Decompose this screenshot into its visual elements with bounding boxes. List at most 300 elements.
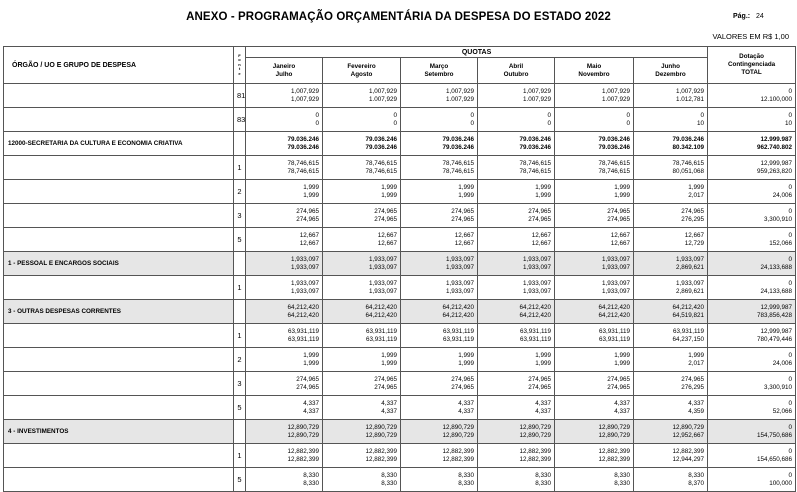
value-line: 1,933,097: [601, 255, 630, 263]
value-line: 1,999: [535, 191, 551, 199]
value-line: 8,330: [303, 471, 319, 479]
row-label: [4, 84, 234, 108]
month-name: Janeiro: [272, 62, 296, 70]
value-cell: [401, 132, 478, 156]
value-line: 78,746,615: [598, 159, 630, 167]
value-line: 1.007,929: [368, 95, 397, 103]
value-cell: [555, 84, 634, 108]
fonte-code: 1: [234, 156, 246, 180]
value-cell: [401, 372, 478, 396]
value-line: 0: [788, 255, 793, 263]
summary-row: [4, 300, 796, 324]
value-cell: [323, 180, 401, 204]
value-cell: [555, 348, 634, 372]
value-line: 12,667: [299, 231, 319, 239]
value-line: 4,337: [381, 407, 397, 415]
fonte-letter: e: [238, 70, 241, 76]
value-cell: [555, 276, 634, 300]
value-line: 783,856,428: [757, 311, 793, 319]
value-line: 1,933,097: [290, 263, 319, 271]
value-line: 1,007,929: [676, 87, 705, 95]
fonte-row: [4, 396, 796, 420]
row-label: [4, 372, 234, 396]
value-line: 8,330: [381, 479, 397, 487]
value-line: 8,330: [614, 479, 630, 487]
value-line: 0: [315, 119, 319, 127]
value-line: 0: [470, 119, 474, 127]
page-indicator: [733, 13, 764, 20]
value-line: 8,330: [688, 471, 705, 479]
value-cell: [478, 252, 555, 276]
value-cell: [246, 84, 323, 108]
fonte-row: [4, 156, 796, 180]
value-line: 8,330: [458, 479, 474, 487]
value-line: 274,965: [607, 207, 630, 215]
value-line: 274,965: [296, 375, 319, 383]
month-header: [401, 58, 478, 84]
value-cell: [478, 132, 555, 156]
value-line: 274,965: [374, 207, 397, 215]
fonte-code: 2: [234, 348, 246, 372]
value-cell: [555, 228, 634, 252]
value-line: 4,337: [614, 407, 630, 415]
month-name: Maio: [586, 62, 602, 70]
fonte-code: [234, 252, 246, 276]
value-line: 274,965: [296, 207, 319, 215]
value-cell: [634, 372, 708, 396]
value-line: 12,667: [531, 231, 551, 239]
value-cell: [246, 444, 323, 468]
value-line: 1,933,097: [290, 279, 319, 287]
value-line: 1,933,097: [368, 279, 397, 287]
value-line: 78,746,615: [287, 159, 319, 167]
value-line: 1,999: [458, 183, 474, 191]
value-cell: [401, 156, 478, 180]
value-line: 1,933,097: [601, 287, 630, 295]
value-line: 12,667: [377, 239, 397, 247]
value-line: 4,337: [535, 399, 551, 407]
value-line: 1,933,097: [601, 263, 630, 271]
value-line: 274,965: [681, 207, 705, 215]
value-line: 24,006: [772, 191, 793, 199]
value-line: 1,007,929: [368, 87, 397, 95]
row-label: [4, 468, 234, 492]
value-line: 0: [788, 375, 793, 383]
value-cell: [708, 420, 796, 444]
value-cell: [708, 252, 796, 276]
value-line: 274,965: [607, 375, 630, 383]
value-line: 274,965: [451, 207, 474, 215]
value-line: 1,933,097: [522, 287, 551, 295]
value-cell: [555, 132, 634, 156]
value-line: 1,999: [381, 359, 397, 367]
value-line: 10: [785, 119, 793, 127]
value-line: 63,931,119: [365, 327, 397, 335]
month-name: Agosto: [350, 70, 373, 78]
value-cell: [246, 252, 323, 276]
fonte-code: [234, 132, 246, 156]
page-number: 24: [755, 13, 764, 20]
value-line: 274,965: [296, 215, 319, 223]
value-line: 274,965: [528, 375, 551, 383]
month-name: Outubro: [503, 70, 529, 78]
value-line: 12,667: [454, 231, 474, 239]
value-line: 274,965: [451, 383, 474, 391]
value-cell: [708, 468, 796, 492]
total-header-line: Contingenciada: [727, 61, 776, 68]
value-line: 79.036.246: [672, 135, 705, 143]
fonte-letter: o: [238, 57, 241, 63]
value-line: 12,890,729: [598, 431, 630, 439]
value-cell: [323, 324, 401, 348]
value-cell: [478, 180, 555, 204]
value-cell: [478, 468, 555, 492]
value-line: 63,931,119: [519, 335, 551, 343]
value-line: 78,746,615: [519, 159, 551, 167]
value-line: 64,237,150: [672, 335, 705, 343]
value-line: 100,000: [769, 479, 793, 487]
row-label: [4, 228, 234, 252]
value-line: 12,667: [299, 239, 319, 247]
value-line: 0: [626, 111, 630, 119]
value-line: 1,999: [535, 183, 551, 191]
value-cell: [246, 300, 323, 324]
value-line: 0: [788, 183, 793, 191]
value-line: 1,933,097: [290, 255, 319, 263]
fonte-letter: F: [238, 52, 241, 58]
value-cell: [323, 252, 401, 276]
value-cell: [634, 324, 708, 348]
value-cell: [478, 84, 555, 108]
value-line: 64,212,420: [442, 311, 474, 319]
value-line: 63,931,119: [365, 335, 397, 343]
value-line: 274,965: [451, 215, 474, 223]
summary-row: [4, 132, 796, 156]
value-line: 79.036.246: [365, 143, 397, 151]
fonte-code: 5: [234, 228, 246, 252]
value-line: 1,007,929: [290, 87, 319, 95]
row-label: [4, 108, 234, 132]
value-line: 12,882,399: [442, 447, 474, 455]
fonte-code: 1: [234, 444, 246, 468]
value-line: 79.036.246: [365, 135, 397, 143]
value-cell: [634, 228, 708, 252]
value-line: 3,300,910: [764, 383, 793, 391]
value-line: 1,999: [614, 359, 630, 367]
value-cell: [246, 228, 323, 252]
value-line: 8,330: [535, 471, 551, 479]
value-cell: [246, 180, 323, 204]
fonte-row: [4, 84, 796, 108]
value-line: 8,330: [458, 471, 474, 479]
value-line: 1.007,929: [522, 95, 551, 103]
value-cell: [708, 276, 796, 300]
value-cell: [401, 420, 478, 444]
value-line: 79.036.246: [598, 135, 630, 143]
value-line: 4,337: [535, 407, 551, 415]
value-cell: [401, 84, 478, 108]
value-cell: [555, 420, 634, 444]
value-cell: [634, 108, 708, 132]
fonte-row: [4, 204, 796, 228]
value-line: 78,746,615: [365, 167, 397, 175]
value-cell: [708, 396, 796, 420]
value-cell: [323, 420, 401, 444]
value-line: 79.036.246: [287, 135, 319, 143]
value-cell: [478, 324, 555, 348]
value-line: 12,890,729: [672, 423, 705, 431]
fonte-row: [4, 180, 796, 204]
value-line: 12,667: [684, 231, 705, 239]
row-label: [4, 444, 234, 468]
value-cell: [708, 372, 796, 396]
fonte-code: 83: [234, 108, 246, 132]
value-line: 1,999: [614, 191, 630, 199]
value-line: 24,006: [772, 359, 793, 367]
value-line: 1,933,097: [522, 263, 551, 271]
value-cell: [401, 396, 478, 420]
value-line: 79.036.246: [442, 143, 474, 151]
value-line: 78,746,615: [287, 167, 319, 175]
value-line: 12,890,729: [598, 423, 630, 431]
value-cell: [708, 132, 796, 156]
value-line: 64,212,420: [519, 303, 551, 311]
row-label: 12000-SECRETARIA DA CULTURA E ECONOMIA CRIATIVA: [4, 132, 234, 156]
fonte-row: [4, 276, 796, 300]
value-cell: [246, 276, 323, 300]
value-cell: [555, 396, 634, 420]
month-header: [634, 58, 708, 84]
value-line: 1,007,929: [290, 95, 319, 103]
value-cell: [634, 420, 708, 444]
value-cell: [555, 324, 634, 348]
value-line: 64,212,420: [365, 311, 397, 319]
value-line: 4,337: [458, 407, 474, 415]
value-line: 3,300,910: [764, 215, 793, 223]
value-line: 962.740.802: [757, 143, 793, 151]
fonte-row: [4, 372, 796, 396]
value-line: 4,337: [614, 399, 630, 407]
value-cell: [634, 132, 708, 156]
month-name: Junho: [661, 62, 680, 70]
value-line: 0: [315, 111, 319, 119]
value-line: 12,729: [684, 239, 705, 247]
value-line: 12,882,399: [519, 455, 551, 463]
value-line: 12,667: [454, 239, 474, 247]
value-line: 1,933,097: [368, 287, 397, 295]
total-header-line: Dotação: [739, 53, 764, 60]
value-cell: [401, 108, 478, 132]
value-line: 12,890,729: [287, 431, 319, 439]
value-cell: [708, 108, 796, 132]
value-line: 0: [788, 423, 793, 431]
value-cell: [478, 156, 555, 180]
value-line: 274,965: [451, 375, 474, 383]
value-line: 1,933,097: [368, 255, 397, 263]
month-name: Abril: [508, 62, 524, 70]
value-cell: [478, 396, 555, 420]
value-line: 0: [547, 111, 551, 119]
value-cell: [323, 204, 401, 228]
value-line: 63,931,119: [673, 327, 705, 335]
value-cell: [634, 156, 708, 180]
fonte-letter: n: [238, 61, 241, 67]
value-line: 64,212,420: [287, 311, 319, 319]
value-line: 12,890,729: [442, 431, 474, 439]
month-name: Novembro: [578, 70, 610, 78]
value-line: 4,337: [458, 399, 474, 407]
value-cell: [708, 204, 796, 228]
value-line: 12,667: [610, 231, 630, 239]
fonte-row: [4, 108, 796, 132]
value-line: 12,999,987: [760, 303, 793, 311]
value-cell: [323, 84, 401, 108]
value-cell: [555, 468, 634, 492]
value-cell: [634, 396, 708, 420]
value-line: 12,944,297: [672, 455, 705, 463]
value-line: 79.036.246: [519, 135, 551, 143]
value-cell: [323, 156, 401, 180]
value-line: 959,263,820: [757, 167, 793, 175]
value-line: 12.999.987: [760, 135, 793, 143]
value-line: 274,965: [374, 375, 397, 383]
fonte-row: [4, 468, 796, 492]
row-label: [4, 324, 234, 348]
value-cell: [708, 348, 796, 372]
value-line: 80,051,068: [672, 167, 705, 175]
value-cell: [401, 348, 478, 372]
value-line: 1,933,097: [290, 287, 319, 295]
fonte-code: 1: [234, 324, 246, 348]
value-line: 276,295: [681, 215, 705, 223]
value-cell: [478, 372, 555, 396]
value-line: 12.100,000: [760, 95, 793, 103]
value-line: 1,007,929: [522, 87, 551, 95]
org-column-header: ÓRGÃO / UO E GRUPO DE DESPESA: [4, 47, 234, 84]
value-line: 274,965: [528, 383, 551, 391]
value-line: 1,999: [688, 183, 705, 191]
value-line: 274,965: [607, 215, 630, 223]
value-line: 12,952,667: [672, 431, 705, 439]
value-line: 12,667: [531, 239, 551, 247]
value-line: 0: [547, 119, 551, 127]
value-line: 12,999,987: [760, 159, 793, 167]
month-name: Março: [429, 62, 449, 70]
value-line: 80.342.109: [672, 143, 705, 151]
value-line: 12,882,399: [598, 447, 630, 455]
value-line: 1,933,097: [445, 263, 474, 271]
value-line: 8,330: [614, 471, 630, 479]
value-line: 0: [626, 119, 630, 127]
value-line: 1.007,929: [601, 95, 630, 103]
value-cell: [246, 132, 323, 156]
value-cell: [246, 156, 323, 180]
fonte-row: [4, 348, 796, 372]
value-line: 1,999: [303, 183, 319, 191]
value-cell: [478, 228, 555, 252]
value-line: 8,330: [535, 479, 551, 487]
value-line: 1,999: [381, 191, 397, 199]
value-cell: [323, 444, 401, 468]
value-line: 2,017: [688, 191, 705, 199]
value-line: 1,933,097: [601, 279, 630, 287]
fonte-row: [4, 324, 796, 348]
value-cell: [634, 300, 708, 324]
row-label: [4, 156, 234, 180]
value-line: 0: [788, 231, 793, 239]
fonte-code: 5: [234, 468, 246, 492]
value-line: 12,882,399: [365, 455, 397, 463]
value-line: 1,933,097: [445, 287, 474, 295]
value-cell: [708, 324, 796, 348]
value-cell: [323, 300, 401, 324]
value-line: 79.036.246: [519, 143, 551, 151]
value-cell: [555, 372, 634, 396]
fonte-code: 3: [234, 372, 246, 396]
value-line: 1.012,781: [676, 95, 705, 103]
value-line: 12,882,399: [365, 447, 397, 455]
value-line: 12,882,399: [442, 455, 474, 463]
value-line: 152,066: [769, 239, 793, 247]
value-cell: [555, 300, 634, 324]
value-line: 63,931,119: [598, 327, 630, 335]
value-line: 274,965: [528, 215, 551, 223]
row-label: 3 - OUTRAS DESPESAS CORRENTES: [4, 300, 234, 324]
summary-row: [4, 252, 796, 276]
value-cell: [401, 180, 478, 204]
value-cell: [708, 300, 796, 324]
value-line: 63,931,119: [287, 335, 319, 343]
value-line: 63,931,119: [598, 335, 630, 343]
value-cell: [634, 468, 708, 492]
value-line: 63,931,119: [287, 327, 319, 335]
quotas-header: QUOTAS: [246, 47, 708, 58]
value-cell: [634, 84, 708, 108]
value-line: 78,746,615: [365, 159, 397, 167]
value-line: 0: [700, 111, 705, 119]
value-line: 64,212,420: [442, 303, 474, 311]
value-line: 1,933,097: [368, 263, 397, 271]
value-cell: [401, 444, 478, 468]
value-line: 1,999: [688, 351, 705, 359]
value-line: 8,330: [303, 479, 319, 487]
value-line: 79.036.246: [598, 143, 630, 151]
value-cell: [634, 204, 708, 228]
value-cell: [323, 468, 401, 492]
value-cell: [401, 276, 478, 300]
value-cell: [323, 396, 401, 420]
value-cell: [401, 324, 478, 348]
value-line: 12,667: [610, 239, 630, 247]
value-line: 12,667: [377, 231, 397, 239]
value-line: 274,965: [374, 215, 397, 223]
value-line: 63,931,119: [519, 327, 551, 335]
fonte-code: [234, 420, 246, 444]
month-name: Julho: [275, 70, 293, 78]
value-line: 274,965: [528, 207, 551, 215]
value-line: 78,746,615: [442, 159, 474, 167]
value-line: 1,999: [614, 351, 630, 359]
value-line: 1.007,929: [445, 95, 474, 103]
value-cell: [478, 444, 555, 468]
value-line: 64,212,420: [598, 303, 630, 311]
value-cell: [478, 420, 555, 444]
value-line: 154,750,686: [757, 431, 793, 439]
value-line: 64,212,420: [519, 311, 551, 319]
value-line: 1,999: [614, 183, 630, 191]
value-line: 4,337: [688, 399, 705, 407]
value-line: 1,999: [303, 191, 319, 199]
